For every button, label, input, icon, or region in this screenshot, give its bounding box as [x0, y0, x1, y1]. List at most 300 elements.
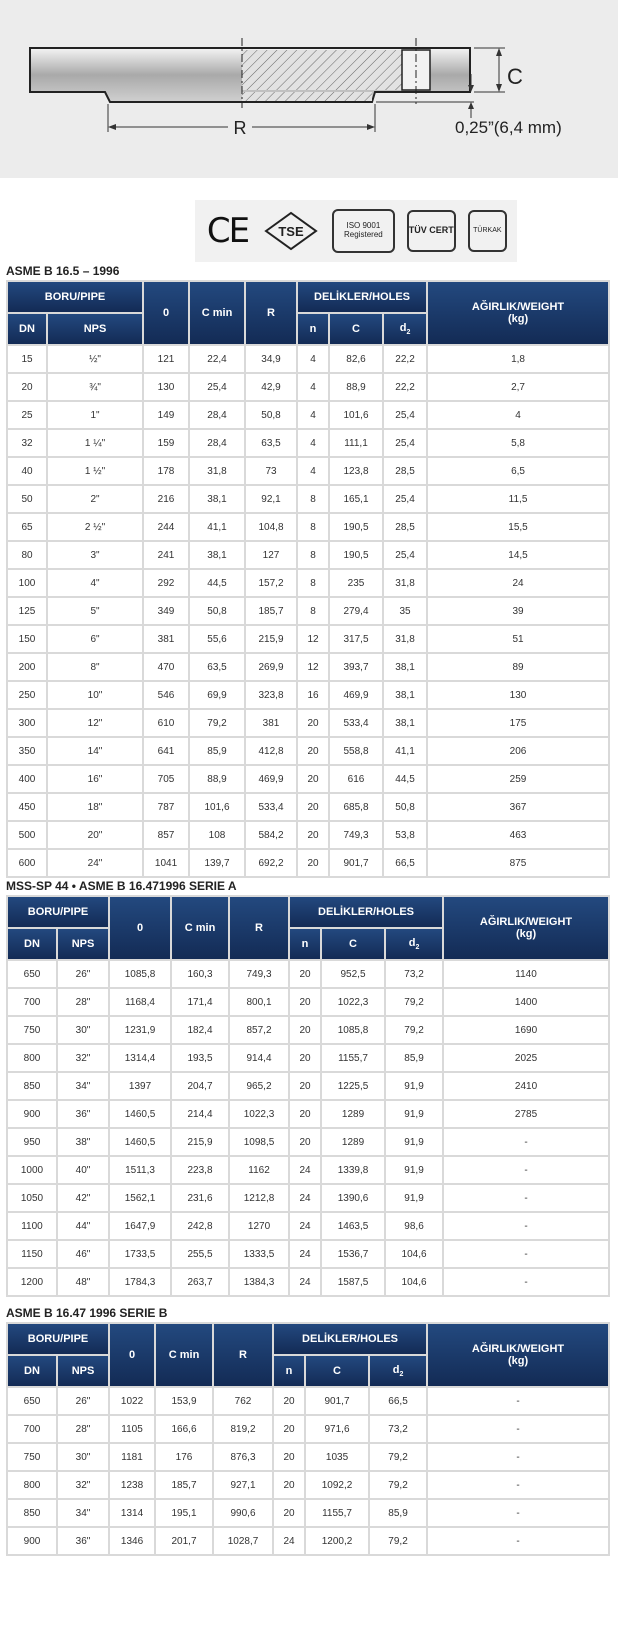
weight-header: AĞIRLIK/WEIGHT (kg)	[428, 1324, 608, 1386]
table-row	[8, 682, 608, 708]
weight-header: AĞIRLIK/WEIGHT (kg)	[428, 282, 608, 344]
cmin-cell: 153,9	[156, 1388, 212, 1414]
table-row	[8, 1045, 608, 1071]
flange-spec-table	[6, 1322, 610, 1556]
nps-header: NPS	[48, 314, 142, 344]
n-cell: 4	[298, 346, 328, 372]
c-cell: 1289	[322, 1129, 384, 1155]
r-cell: 127	[246, 542, 296, 568]
dn-cell: 700	[8, 1416, 56, 1442]
table-row	[8, 822, 608, 848]
d2-cell: 79,2	[370, 1444, 426, 1470]
d2-cell: 91,9	[386, 1073, 442, 1099]
n-cell: 20	[298, 766, 328, 792]
nps-cell: 20"	[48, 822, 142, 848]
nps-cell: 14"	[48, 738, 142, 764]
c-cell: 393,7	[330, 654, 382, 680]
o-cell: 381	[144, 626, 188, 652]
o-cell: 130	[144, 374, 188, 400]
o-cell: 1231,9	[110, 1017, 170, 1043]
cmin-cell: 63,5	[190, 654, 244, 680]
n-cell: 24	[274, 1528, 304, 1554]
c-cell: 901,7	[330, 850, 382, 876]
o-cell: 159	[144, 430, 188, 456]
turkak-mark-icon: TÜRKAK	[468, 210, 507, 252]
c-cell: 1225,5	[322, 1073, 384, 1099]
cmin-header: C min	[172, 897, 228, 959]
cmin-cell: 38,1	[190, 542, 244, 568]
dn-cell: 20	[8, 374, 46, 400]
nps-cell: ½"	[48, 346, 142, 372]
o-cell: 1562,1	[110, 1185, 170, 1211]
c-header: C	[330, 314, 382, 344]
weight-cell: 2025	[444, 1045, 608, 1071]
table-row	[8, 486, 608, 512]
table-row	[8, 794, 608, 820]
n-cell: 4	[298, 402, 328, 428]
table-row	[8, 458, 608, 484]
n-cell: 20	[290, 1017, 320, 1043]
d2-cell: 44,5	[384, 766, 426, 792]
d2-cell: 31,8	[384, 626, 426, 652]
d2-cell: 66,5	[370, 1388, 426, 1414]
nps-cell: 6"	[48, 626, 142, 652]
table-row	[8, 1073, 608, 1099]
r-cell: 876,3	[214, 1444, 272, 1470]
nps-cell: 2"	[48, 486, 142, 512]
d2-cell: 91,9	[386, 1185, 442, 1211]
r-cell: 157,2	[246, 570, 296, 596]
weight-cell: 463	[428, 822, 608, 848]
o-cell: 470	[144, 654, 188, 680]
dn-cell: 1150	[8, 1241, 56, 1267]
dn-cell: 350	[8, 738, 46, 764]
c-cell: 901,7	[306, 1388, 368, 1414]
c-cell: 190,5	[330, 542, 382, 568]
dn-cell: 450	[8, 794, 46, 820]
o-cell: 1314	[110, 1500, 154, 1526]
o-cell: 705	[144, 766, 188, 792]
dn-cell: 1000	[8, 1157, 56, 1183]
dn-cell: 50	[8, 486, 46, 512]
d2-cell: 31,8	[384, 570, 426, 596]
weight-cell: -	[444, 1157, 608, 1183]
dn-cell: 850	[8, 1500, 56, 1526]
cmin-cell: 176	[156, 1444, 212, 1470]
c-cell: 111,1	[330, 430, 382, 456]
n-cell: 16	[298, 682, 328, 708]
weight-cell: 4	[428, 402, 608, 428]
d2-cell: 66,5	[384, 850, 426, 876]
c-cell: 558,8	[330, 738, 382, 764]
nps-header: NPS	[58, 1356, 108, 1386]
nps-cell: 26"	[58, 961, 108, 987]
weight-cell: 24	[428, 570, 608, 596]
o-cell: 546	[144, 682, 188, 708]
r-header: R	[246, 282, 296, 344]
weight-cell: 51	[428, 626, 608, 652]
r-cell: 584,2	[246, 822, 296, 848]
n-cell: 24	[290, 1241, 320, 1267]
table-row	[8, 1129, 608, 1155]
d2-cell: 25,4	[384, 486, 426, 512]
o-header: 0	[110, 1324, 154, 1386]
c-cell: 235	[330, 570, 382, 596]
dn-cell: 1200	[8, 1269, 56, 1295]
flange-drawing	[0, 0, 618, 178]
nps-cell: 26"	[58, 1388, 108, 1414]
nps-header: NPS	[58, 929, 108, 959]
weight-cell: 1400	[444, 989, 608, 1015]
raised-face-height-label: 0,25”(6,4 mm)	[455, 118, 562, 137]
cmin-cell: 101,6	[190, 794, 244, 820]
weight-cell: 1690	[444, 1017, 608, 1043]
r-cell: 965,2	[230, 1073, 288, 1099]
c-cell: 317,5	[330, 626, 382, 652]
cmin-cell: 263,7	[172, 1269, 228, 1295]
d2-cell: 25,4	[384, 402, 426, 428]
weight-cell: 6,5	[428, 458, 608, 484]
cmin-cell: 139,7	[190, 850, 244, 876]
weight-cell: -	[428, 1528, 608, 1554]
n-cell: 8	[298, 486, 328, 512]
n-cell: 4	[298, 374, 328, 400]
table-row	[8, 1416, 608, 1442]
d2-cell: 28,5	[384, 514, 426, 540]
cmin-cell: 88,9	[190, 766, 244, 792]
c-cell: 616	[330, 766, 382, 792]
tuv-cert-mark-icon: TÜV CERT	[407, 210, 456, 252]
dn-cell: 700	[8, 989, 56, 1015]
dn-cell: 500	[8, 822, 46, 848]
n-cell: 24	[290, 1157, 320, 1183]
dn-cell: 800	[8, 1472, 56, 1498]
table-row	[8, 514, 608, 540]
r-cell: 1098,5	[230, 1129, 288, 1155]
nps-cell: 1 ¼"	[48, 430, 142, 456]
d2-cell: 38,1	[384, 654, 426, 680]
nps-cell: 32"	[58, 1472, 108, 1498]
table-row	[8, 1388, 608, 1414]
c-cell: 1390,6	[322, 1185, 384, 1211]
d2-cell: 79,2	[386, 1017, 442, 1043]
flange-cross-section-diagram	[0, 0, 618, 178]
o-cell: 1346	[110, 1528, 154, 1554]
o-cell: 1168,4	[110, 989, 170, 1015]
c-cell: 1536,7	[322, 1241, 384, 1267]
weight-cell: 1140	[444, 961, 608, 987]
svg-text:TSE: TSE	[278, 224, 304, 239]
c-cell: 1339,8	[322, 1157, 384, 1183]
cmin-cell: 38,1	[190, 486, 244, 512]
n-cell: 20	[274, 1388, 304, 1414]
n-cell: 20	[290, 1129, 320, 1155]
nps-cell: 18"	[48, 794, 142, 820]
c-cell: 952,5	[322, 961, 384, 987]
holes-header: DELİKLER/HOLES	[298, 282, 426, 312]
o-cell: 1238	[110, 1472, 154, 1498]
nps-cell: 16"	[48, 766, 142, 792]
dn-cell: 600	[8, 850, 46, 876]
nps-cell: 34"	[58, 1500, 108, 1526]
r-cell: 185,7	[246, 598, 296, 624]
cmin-cell: 108	[190, 822, 244, 848]
weight-cell: 39	[428, 598, 608, 624]
n-cell: 4	[298, 430, 328, 456]
r-cell: 73	[246, 458, 296, 484]
o-cell: 149	[144, 402, 188, 428]
o-cell: 787	[144, 794, 188, 820]
weight-cell: 2,7	[428, 374, 608, 400]
o-cell: 1647,9	[110, 1213, 170, 1239]
n-cell: 20	[290, 989, 320, 1015]
nps-cell: 10"	[48, 682, 142, 708]
weight-cell: -	[444, 1185, 608, 1211]
dn-cell: 950	[8, 1129, 56, 1155]
d2-cell: 22,2	[384, 374, 426, 400]
n-cell: 8	[298, 598, 328, 624]
o-cell: 1460,5	[110, 1101, 170, 1127]
flange-spec-table	[6, 895, 610, 1297]
table-row	[8, 1472, 608, 1498]
d2-cell: 104,6	[386, 1241, 442, 1267]
c-cell: 1085,8	[322, 1017, 384, 1043]
table-section-asme-b16-47-serie-b	[6, 1304, 610, 1556]
r-cell: 50,8	[246, 402, 296, 428]
dn-cell: 65	[8, 514, 46, 540]
cmin-cell: 193,5	[172, 1045, 228, 1071]
nps-cell: 36"	[58, 1528, 108, 1554]
dn-cell: 15	[8, 346, 46, 372]
weight-cell: -	[428, 1444, 608, 1470]
weight-cell: 5,8	[428, 430, 608, 456]
r-dimension-label: R	[233, 118, 247, 138]
r-cell: 215,9	[246, 626, 296, 652]
cmin-cell: 41,1	[190, 514, 244, 540]
d2-cell: 98,6	[386, 1213, 442, 1239]
d2-cell: 104,6	[386, 1269, 442, 1295]
r-cell: 914,4	[230, 1045, 288, 1071]
pipe-header: BORU/PIPE	[8, 897, 108, 927]
o-header: 0	[110, 897, 170, 959]
table-row	[8, 1444, 608, 1470]
c-cell: 685,8	[330, 794, 382, 820]
n-cell: 20	[290, 1101, 320, 1127]
table-row	[8, 346, 608, 372]
cmin-cell: 195,1	[156, 1500, 212, 1526]
o-cell: 857	[144, 822, 188, 848]
table-section-mss-sp44-serie-a	[6, 877, 610, 1297]
d2-cell: 85,9	[386, 1045, 442, 1071]
d2-cell: 50,8	[384, 794, 426, 820]
cmin-cell: 182,4	[172, 1017, 228, 1043]
n-header: n	[298, 314, 328, 344]
n-cell: 24	[290, 1213, 320, 1239]
dn-cell: 25	[8, 402, 46, 428]
cmin-cell: 50,8	[190, 598, 244, 624]
n-cell: 20	[298, 710, 328, 736]
o-cell: 244	[144, 514, 188, 540]
n-cell: 20	[274, 1444, 304, 1470]
d2-cell: 22,2	[384, 346, 426, 372]
table-row	[8, 738, 608, 764]
dn-cell: 650	[8, 1388, 56, 1414]
table-row	[8, 542, 608, 568]
dn-cell: 800	[8, 1045, 56, 1071]
weight-cell: -	[444, 1241, 608, 1267]
nps-cell: 1"	[48, 402, 142, 428]
r-cell: 762	[214, 1388, 272, 1414]
cmin-cell: 160,3	[172, 961, 228, 987]
c-cell: 1035	[306, 1444, 368, 1470]
weight-cell: -	[428, 1388, 608, 1414]
d2-cell: 91,9	[386, 1157, 442, 1183]
cmin-cell: 31,8	[190, 458, 244, 484]
c-cell: 533,4	[330, 710, 382, 736]
cmin-cell: 255,5	[172, 1241, 228, 1267]
cmin-cell: 85,9	[190, 738, 244, 764]
n-cell: 8	[298, 514, 328, 540]
o-cell: 1784,3	[110, 1269, 170, 1295]
o-cell: 1105	[110, 1416, 154, 1442]
weight-cell: 11,5	[428, 486, 608, 512]
r-cell: 269,9	[246, 654, 296, 680]
d2-cell: 28,5	[384, 458, 426, 484]
c-cell: 1200,2	[306, 1528, 368, 1554]
table-row	[8, 626, 608, 652]
iso-9001-mark-icon: ISO 9001 Registered	[332, 209, 395, 253]
cmin-cell: 204,7	[172, 1073, 228, 1099]
dn-cell: 125	[8, 598, 46, 624]
r-cell: 1384,3	[230, 1269, 288, 1295]
table-row	[8, 1185, 608, 1211]
nps-cell: 30"	[58, 1017, 108, 1043]
o-cell: 292	[144, 570, 188, 596]
weight-cell: -	[428, 1472, 608, 1498]
nps-cell: 40"	[58, 1157, 108, 1183]
o-cell: 216	[144, 486, 188, 512]
r-cell: 381	[246, 710, 296, 736]
c-cell: 1092,2	[306, 1472, 368, 1498]
o-cell: 1041	[144, 850, 188, 876]
table-row	[8, 570, 608, 596]
nps-cell: 28"	[58, 1416, 108, 1442]
c-cell: 279,4	[330, 598, 382, 624]
c-cell: 101,6	[330, 402, 382, 428]
o-header: 0	[144, 282, 188, 344]
dn-cell: 150	[8, 626, 46, 652]
n-cell: 12	[298, 626, 328, 652]
r-cell: 990,6	[214, 1500, 272, 1526]
c-cell: 1463,5	[322, 1213, 384, 1239]
c-cell: 749,3	[330, 822, 382, 848]
table-row	[8, 1269, 608, 1295]
table-title: ASME B 16.5 – 1996	[6, 264, 120, 278]
c-cell: 469,9	[330, 682, 382, 708]
cmin-cell: 79,2	[190, 710, 244, 736]
n-cell: 24	[290, 1185, 320, 1211]
weight-cell: 875	[428, 850, 608, 876]
dn-header: DN	[8, 1356, 56, 1386]
c-cell: 82,6	[330, 346, 382, 372]
n-cell: 20	[298, 794, 328, 820]
cmin-cell: 44,5	[190, 570, 244, 596]
cmin-cell: 185,7	[156, 1472, 212, 1498]
o-cell: 1733,5	[110, 1241, 170, 1267]
o-cell: 178	[144, 458, 188, 484]
r-cell: 34,9	[246, 346, 296, 372]
weight-cell: -	[444, 1213, 608, 1239]
n-cell: 8	[298, 542, 328, 568]
weight-cell: 367	[428, 794, 608, 820]
weight-cell: 1,8	[428, 346, 608, 372]
o-cell: 610	[144, 710, 188, 736]
n-cell: 12	[298, 654, 328, 680]
d2-cell: 25,4	[384, 542, 426, 568]
r-cell: 1212,8	[230, 1185, 288, 1211]
table-row	[8, 961, 608, 987]
table-row	[8, 1528, 608, 1554]
nps-cell: 46"	[58, 1241, 108, 1267]
table-row	[8, 374, 608, 400]
d2-cell: 91,9	[386, 1129, 442, 1155]
dn-cell: 80	[8, 542, 46, 568]
c-dimension-label: C	[507, 64, 523, 89]
r-header: R	[230, 897, 288, 959]
cmin-cell: 25,4	[190, 374, 244, 400]
o-cell: 1181	[110, 1444, 154, 1470]
r-cell: 857,2	[230, 1017, 288, 1043]
nps-cell: 12"	[48, 710, 142, 736]
table-title: ASME B 16.47 1996 SERIE B	[6, 1306, 168, 1320]
cmin-cell: 171,4	[172, 989, 228, 1015]
n-cell: 20	[298, 850, 328, 876]
nps-cell: 48"	[58, 1269, 108, 1295]
table-row	[8, 1213, 608, 1239]
r-cell: 412,8	[246, 738, 296, 764]
flange-spec-table	[6, 280, 610, 878]
n-cell: 8	[298, 570, 328, 596]
c-cell: 1155,7	[322, 1045, 384, 1071]
cmin-cell: 28,4	[190, 402, 244, 428]
weight-cell: 206	[428, 738, 608, 764]
c-cell: 190,5	[330, 514, 382, 540]
nps-cell: 32"	[58, 1045, 108, 1071]
d2-cell: 38,1	[384, 682, 426, 708]
d2-cell: 53,8	[384, 822, 426, 848]
dn-cell: 100	[8, 570, 46, 596]
o-cell: 1085,8	[110, 961, 170, 987]
d2-cell: 73,2	[370, 1416, 426, 1442]
n-cell: 20	[274, 1472, 304, 1498]
o-cell: 1022	[110, 1388, 154, 1414]
table-row	[8, 1101, 608, 1127]
dn-cell: 40	[8, 458, 46, 484]
table-row	[8, 402, 608, 428]
weight-header: AĞIRLIK/WEIGHT (kg)	[444, 897, 608, 959]
holes-header: DELİKLER/HOLES	[274, 1324, 426, 1354]
r-cell: 92,1	[246, 486, 296, 512]
c-header: C	[306, 1356, 368, 1386]
table-row	[8, 1500, 608, 1526]
o-cell: 1460,5	[110, 1129, 170, 1155]
dn-cell: 400	[8, 766, 46, 792]
weight-cell: 14,5	[428, 542, 608, 568]
nps-cell: 34"	[58, 1073, 108, 1099]
d2-cell: 41,1	[384, 738, 426, 764]
table-row	[8, 989, 608, 1015]
d2-cell: 25,4	[384, 430, 426, 456]
